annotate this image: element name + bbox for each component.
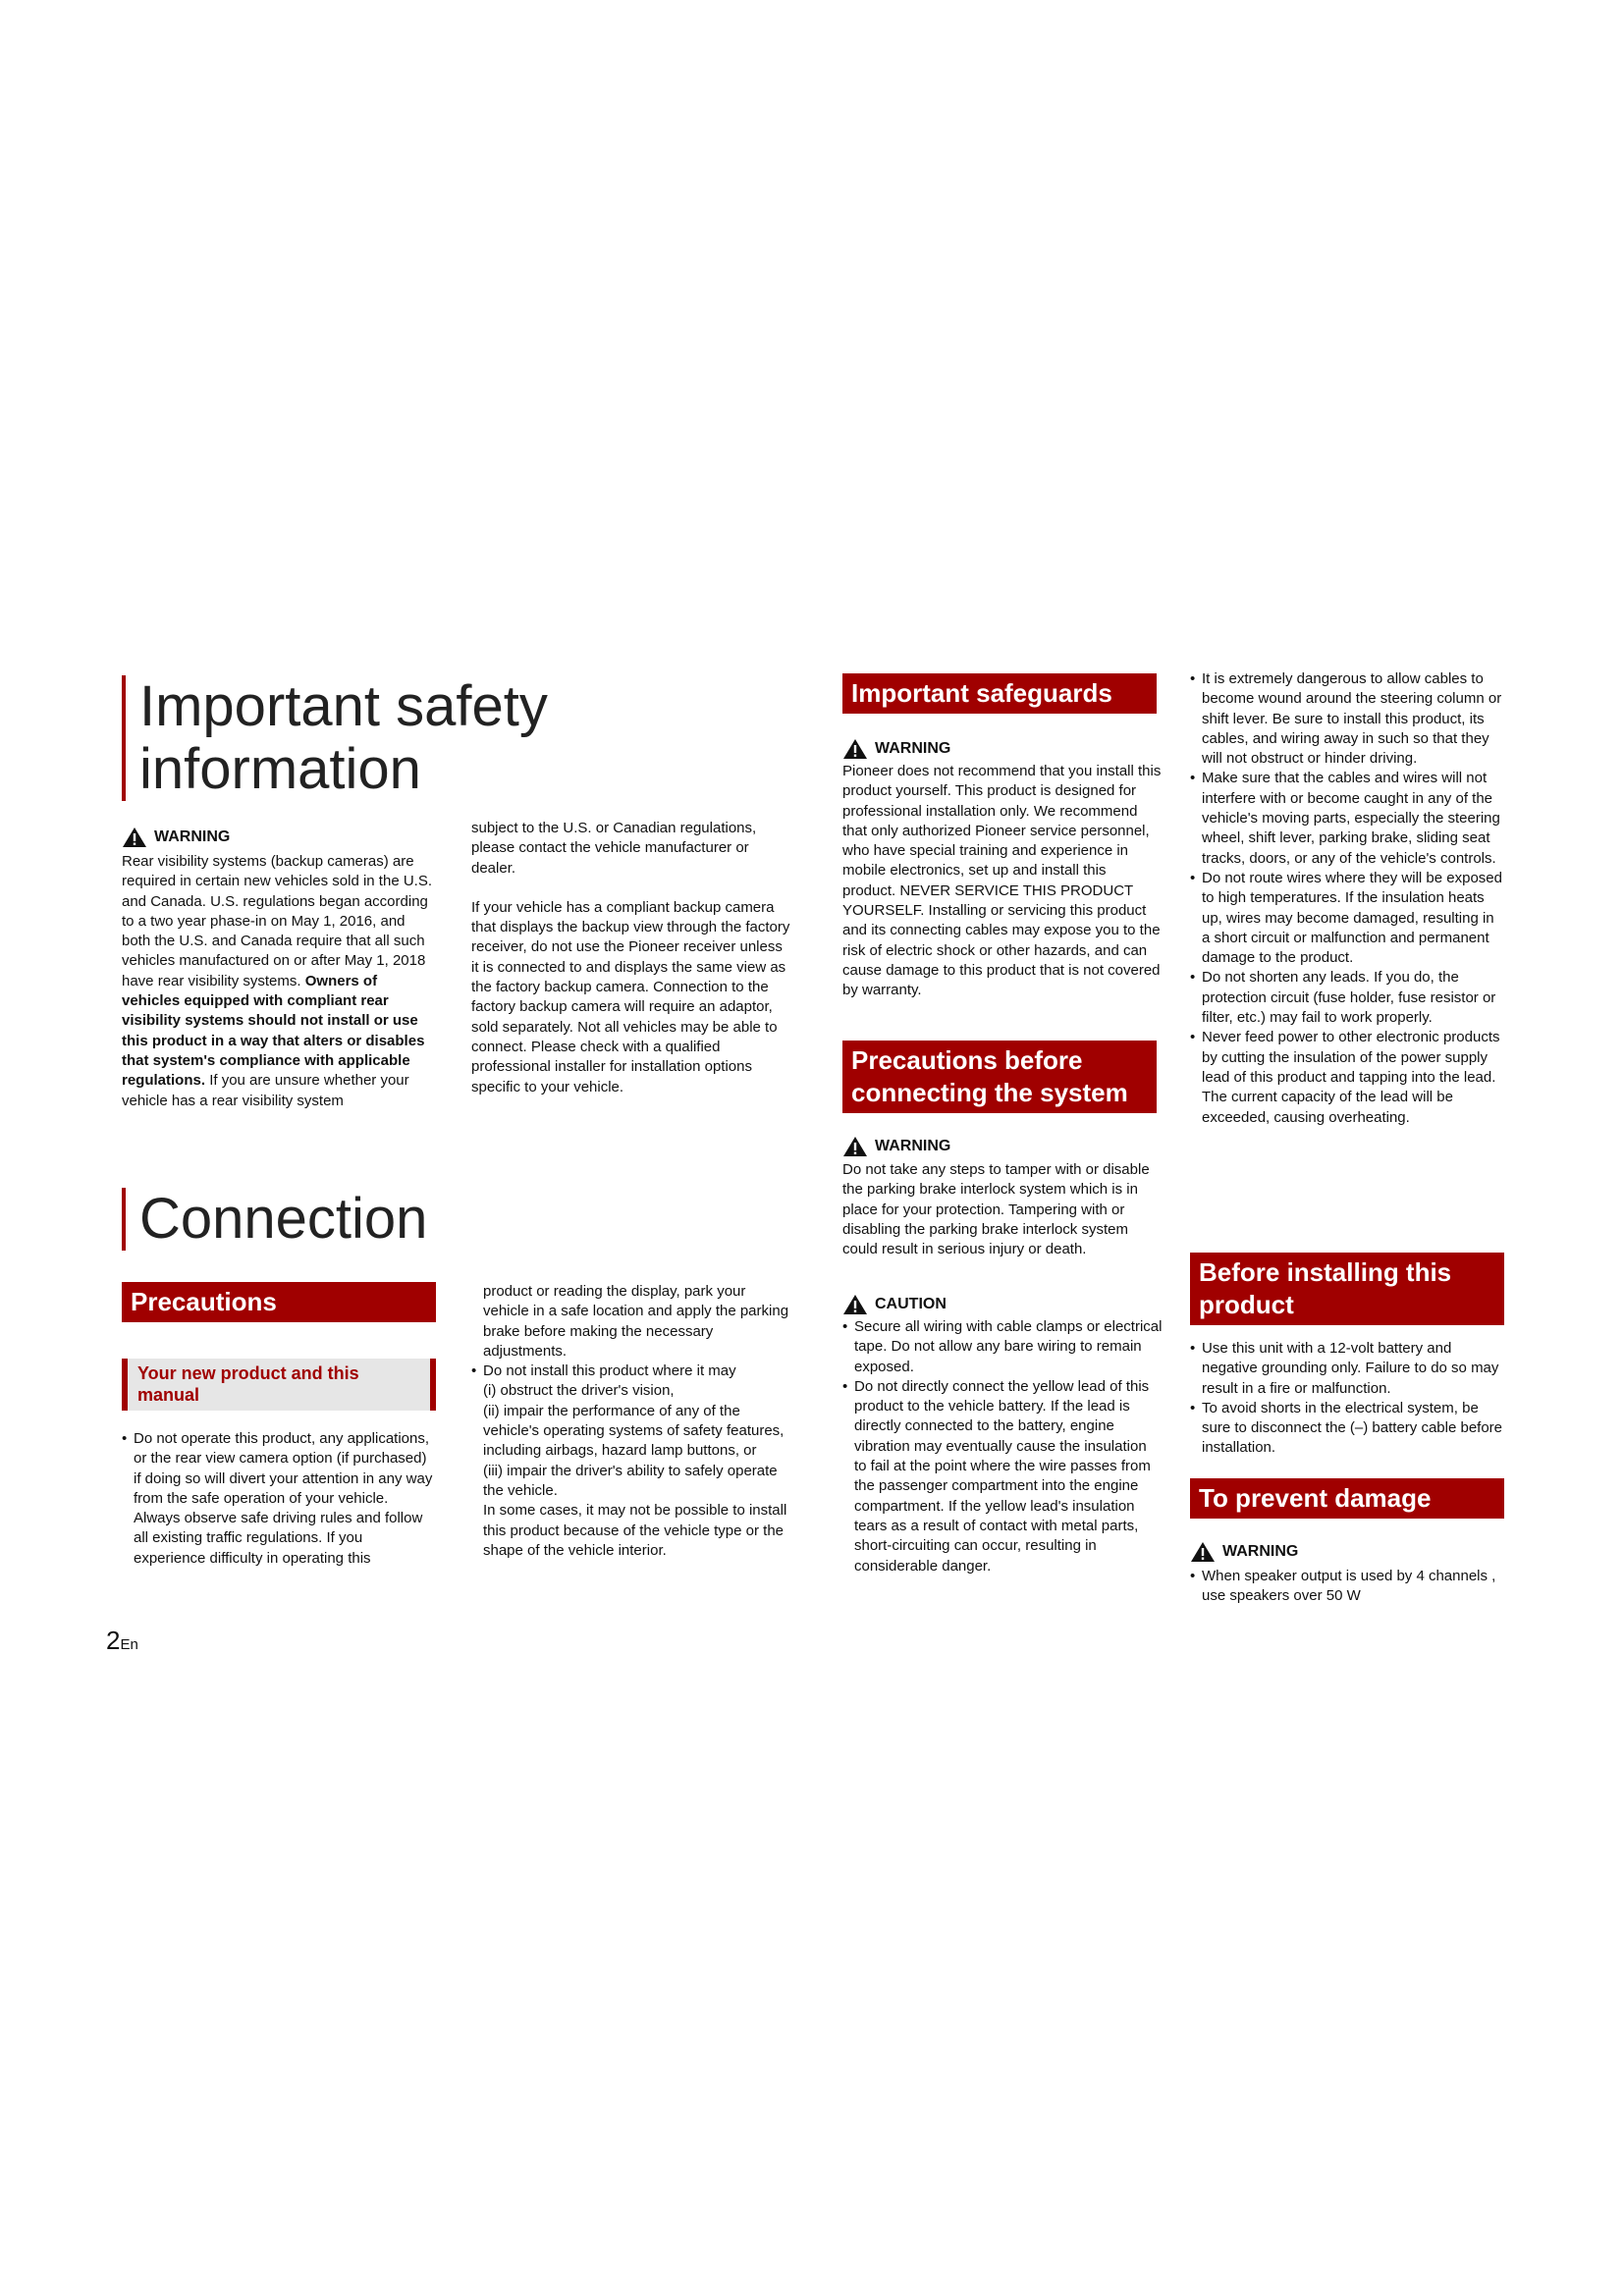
connection-col2-cont: product or reading the display, park your vehicle in a safe location and apply the parking brake before making the necessary adjustments. <box>483 1283 789 1360</box>
safety-col1-text <box>122 852 434 1111</box>
safety-col2-p2: If your vehicle has a compliant backup camera that displays the backup view through the factory receiver, do not use the Pioneer receiver unless it is connected to and displays the same view as the factory backup camera. Connection to the factory backup camera will require an adaptor, sold separately. Not all vehicles may be able to connect. Please check with a qualified professional installer for installation options specific to your vehicle. <box>471 898 790 1095</box>
warning-label <box>1190 1541 1298 1563</box>
chapter-title-line1: Important safety <box>139 674 548 738</box>
page-number <box>106 1626 138 1656</box>
warning-triangle-icon <box>1190 1541 1216 1563</box>
warning-text: WARNING <box>875 1138 951 1154</box>
list-item: • Use this unit with a 12-volt battery and negative grounding only. Failure to do so may result in a fire or malfunction. <box>1190 1339 1504 1399</box>
bullet-intro: • Do not install this product where it may <box>483 1362 736 1380</box>
warning-label <box>122 827 230 848</box>
list-item: • Secure all wiring with cable clamps or electrical tape. Do not allow any bare wiring to remain exposed. <box>842 1317 1163 1377</box>
safety-col2-p1: subject to the U.S. or Canadian regulations, please contact the vehicle manufacturer or dealer. <box>471 820 757 877</box>
list-item: • Make sure that the cables and wires will not interfere with or become caught in any of the vehicle's moving parts, especially the steering wheel, shift lever, parking brake, sliding seat tracks, doors, or any of the vehicle's controls. <box>1190 769 1504 868</box>
caution-list <box>842 1317 1163 1576</box>
page-language: En <box>120 1636 138 1653</box>
safeguards-heading: Important safeguards <box>842 673 1157 714</box>
precautions-connecting-heading <box>842 1041 1157 1113</box>
heading-line2: product <box>1199 1290 1294 1319</box>
warning-triangle-icon <box>842 738 868 760</box>
caution-label <box>842 1294 947 1315</box>
chapter-title-line2: information <box>139 737 421 801</box>
list-item: • Do not shorten any leads. If you do, the protection circuit (fuse holder, fuse resistor or filter, etc.) may fail to work properly. <box>1190 968 1504 1028</box>
caution-text: CAUTION <box>875 1296 947 1312</box>
warning-label <box>842 738 950 760</box>
heading-line1: Before installing this <box>1199 1257 1452 1287</box>
chapter-title-connection: Connection <box>122 1188 552 1251</box>
bullet-end: In some cases, it may not be possible to install this product because of the vehicle type or the shape of the vehicle interior. <box>483 1502 787 1559</box>
list-item: • Do not route wires where they will be exposed to high temperatures. If the insulation heats up, wires may become damaged, resulting in a short circuit or malfunction and permanent damage to the product. <box>1190 869 1504 968</box>
list-item: • Do not directly connect the yellow lead of this product to the vehicle battery. If the lead is directly connected to the battery, engine vibration may eventually cause the insulation to fail at the point where the wire passes from the passenger compartment into the engine compartment. If the yellow lead's insulation tears as a result of contact with metal parts, short-circuiting can occur, resulting in considerable danger. <box>842 1377 1163 1576</box>
safety-col2-text <box>471 819 791 1097</box>
subheading-new-product: Your new product and this manual <box>122 1359 436 1411</box>
warning-text: WARNING <box>1222 1543 1299 1560</box>
parking-brake-warning-text: Do not take any steps to tamper with or disable the parking brake interlock system which is in place for your protection. Tampering with or disabling the parking brake interlock system could result in serious injury or death. <box>842 1161 1150 1258</box>
bullet-sub-i: (i) obstruct the driver's vision, <box>483 1382 675 1400</box>
bullet-sub-ii: (ii) impair the performance of any of the vehicle's operating systems of safety features, including airbags, hazard lamp buttons, or <box>483 1402 785 1460</box>
before-installing-list <box>1190 1339 1504 1459</box>
list-item: • Do not operate this product, any applications, or the rear view camera option (if purchased) if doing so will divert your attention in any way from the safe operation of your vehicle. Always observe safe driving rules and follow all existing traffic regulations. If you experience difficulty in operating this <box>122 1429 434 1569</box>
safeguards-text: Pioneer does not recommend that you install this product yourself. This product is designed for professional installation only. We recommend that only authorized Pioneer service personnel, who have special training and experience in mobile electronics, set up and install this product. NEVER SERVICE THIS PRODUCT YOURSELF. Installing or servicing this product and its connecting cables may expose you to the risk of electric shock or other hazards, and can cause damage to this product that is not covered by warranty. <box>842 763 1162 999</box>
list-item: • When speaker output is used by 4 channels , use speakers over 50 W <box>1190 1567 1504 1607</box>
list-item: • It is extremely dangerous to allow cables to become wound around the steering column or shift lever. Be sure to install this product, its cables, and wiring away in such so that they will not obstruct or hinder driving. <box>1190 669 1504 769</box>
safety-intro: Rear visibility systems (backup cameras) are required in certain new vehicles sold in the U.S. and Canada. U.S. regulations began according to a two year phase-in on May 1, 2016, and both the U.S. and Canada require that all such vehicles manufactured on or after May 1, 2018 have rear visibility systems. <box>122 853 432 989</box>
precautions-heading: Precautions <box>122 1282 436 1322</box>
page-number-value: 2 <box>106 1626 121 1655</box>
warning-triangle-icon <box>842 1294 868 1315</box>
before-installing-heading <box>1190 1253 1504 1325</box>
safety-bold-notice: Owners of vehicles equipped with compliant rear visibility systems should not install or use this product in a way that alters or disables that system's compliance with applicable regulations. <box>122 972 425 1090</box>
list-item: • To avoid shorts in the electrical system, be sure to disconnect the (–) battery cable before installation. <box>1190 1399 1504 1459</box>
warning-text: WARNING <box>154 828 231 845</box>
list-item: • Never feed power to other electronic products by cutting the insulation of the power supply lead of this product and tapping into the lead. The current capacity of the lead will be exceeded, causing overheating. <box>1190 1028 1504 1127</box>
safety-col1-end: If you are unsure whether your vehicle has a rear visibility system <box>122 1072 409 1109</box>
heading-line1: Precautions before <box>851 1045 1083 1075</box>
prevent-damage-heading: To prevent damage <box>1190 1478 1504 1519</box>
prevent-damage-list <box>1190 1567 1504 1607</box>
bullet-sub-iii: (iii) impair the driver's ability to safely operate the vehicle. <box>483 1462 778 1499</box>
warning-text: WARNING <box>875 740 951 757</box>
chapter-title-safety <box>122 675 591 801</box>
right-col-list <box>1190 669 1504 1128</box>
list-item <box>471 1362 791 1561</box>
warning-triangle-icon <box>842 1136 868 1157</box>
warning-triangle-icon <box>122 827 147 848</box>
warning-label <box>842 1136 950 1157</box>
heading-line2: connecting the system <box>851 1078 1128 1107</box>
connection-col2-text <box>471 1282 791 1561</box>
connection-col1-text <box>122 1429 434 1569</box>
